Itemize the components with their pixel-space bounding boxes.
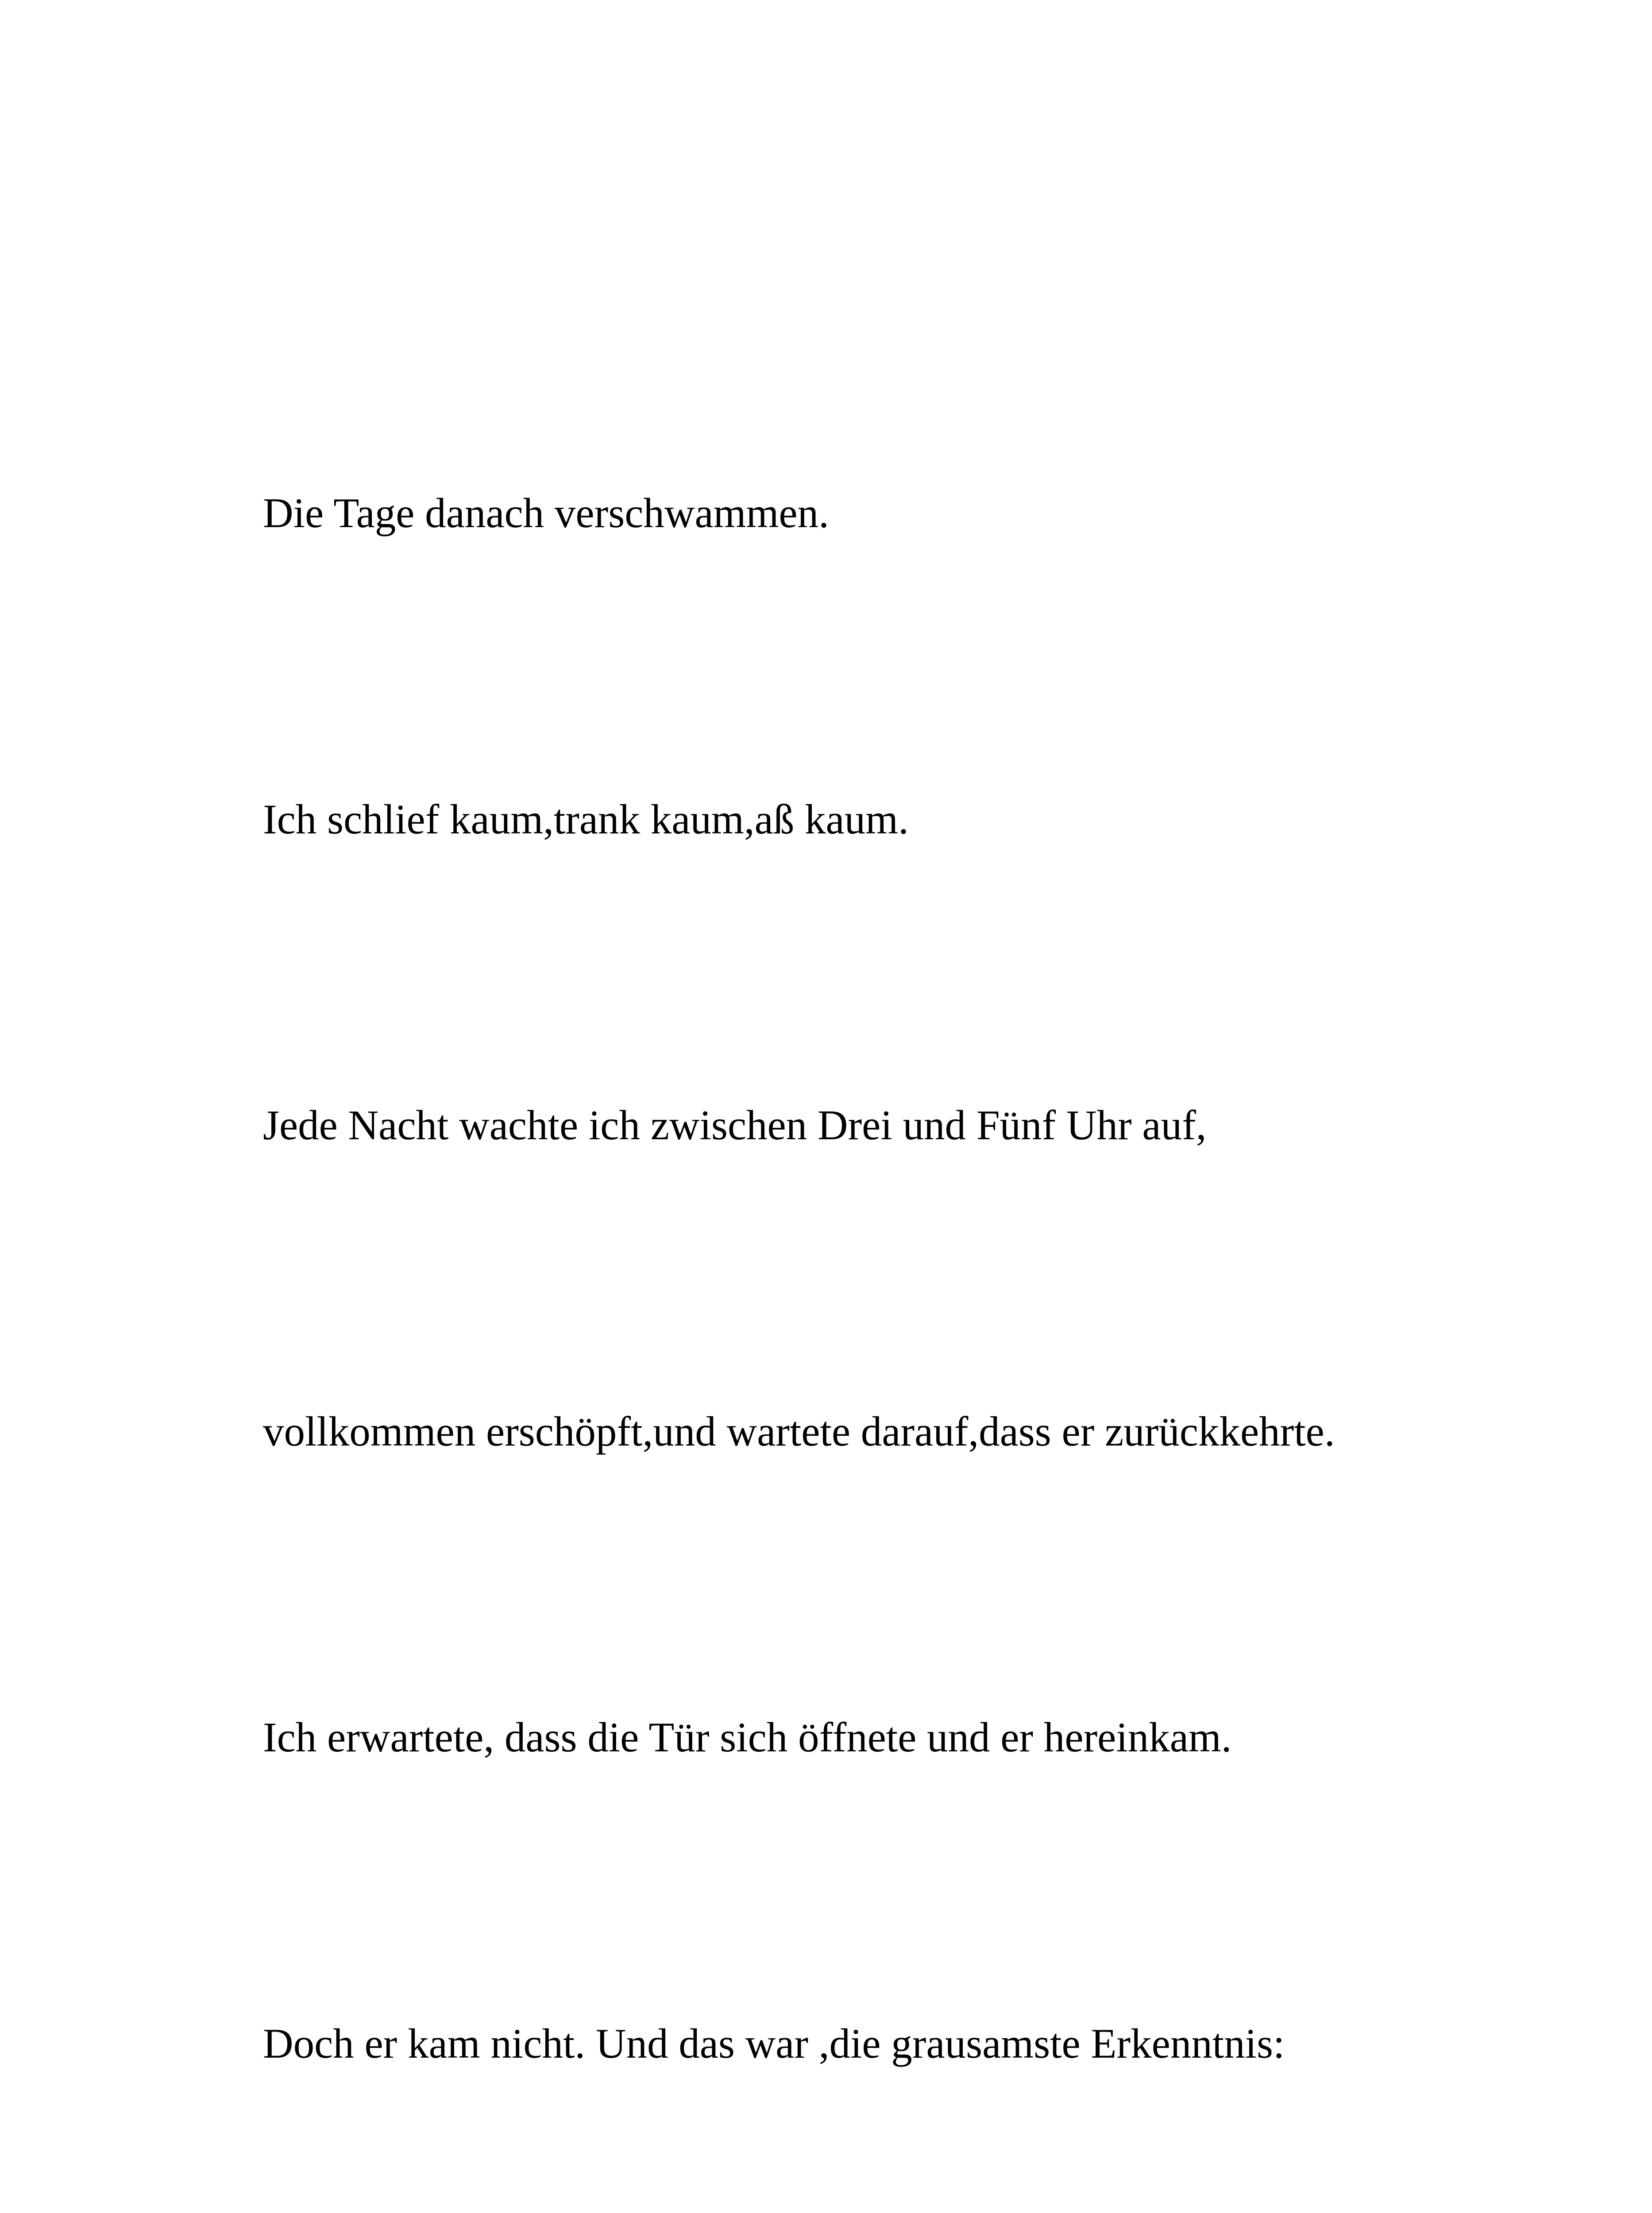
text-line: vollkommen erschöpft,und wartete darauf,dass er zurückkehrte. [263,1407,1335,1455]
text-line: Die Tage danach verschwammen. [263,490,829,536]
text-line: Ich erwartete, dass die Tür sich öffnete und er hereinkam. [263,1714,1232,1761]
text-line: Ich schlief kaum,trank kaum,aß kaum. [263,795,909,843]
text-line: Jede Nacht wachte ich zwischen Drei und Fünf Uhr auf, [263,1102,1207,1149]
text-line: Doch er kam nicht. Und das war ,die grausamste Erkenntnis: [263,2020,1285,2067]
body-text [263,258,1485,2213]
